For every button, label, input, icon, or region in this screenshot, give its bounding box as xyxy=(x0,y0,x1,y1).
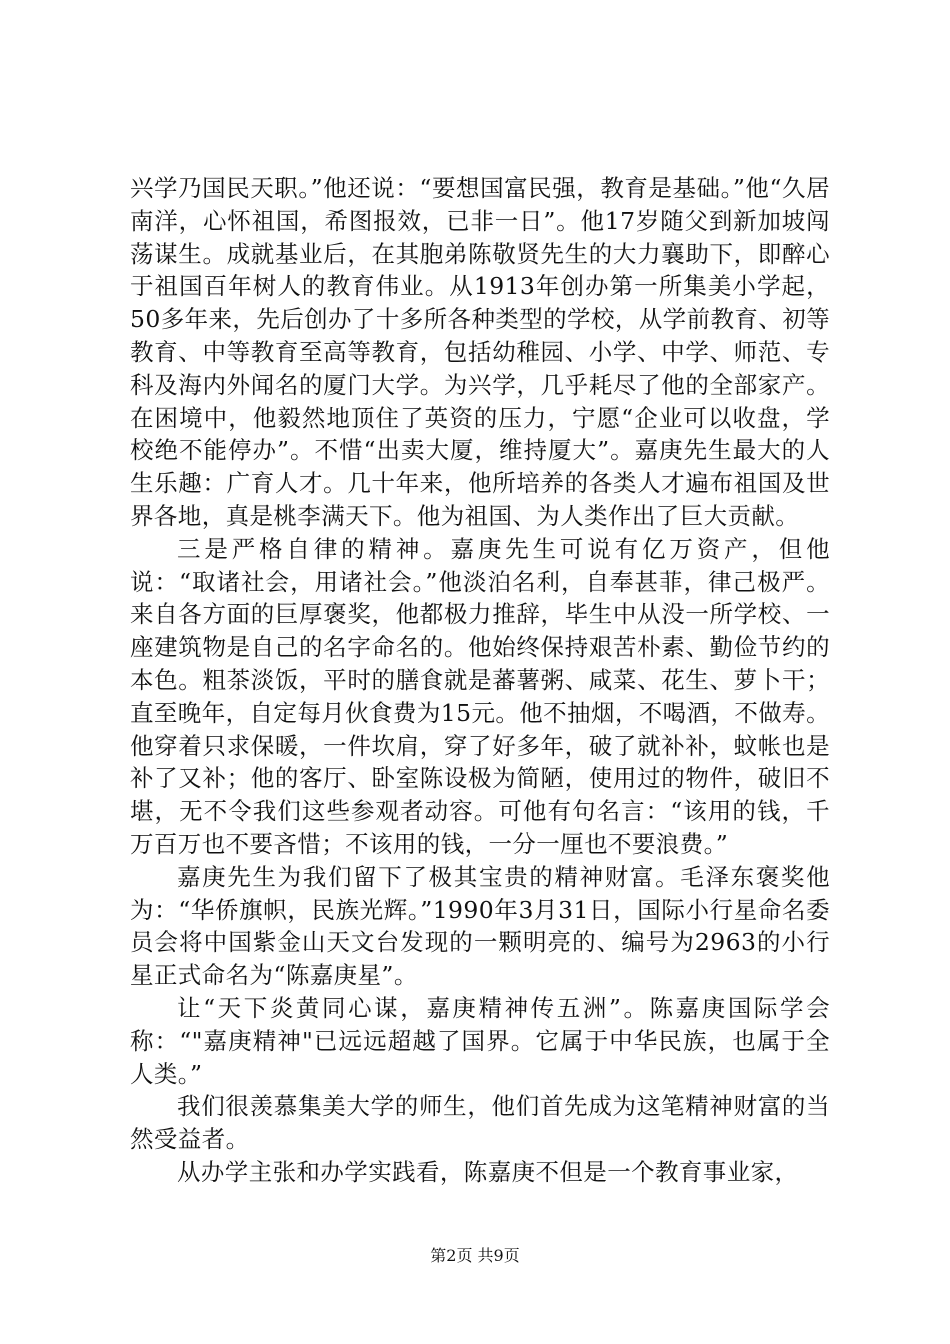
page-footer: 第2页 共9页 xyxy=(430,1246,520,1265)
paragraph-6: 从办学主张和办学实践看，陈嘉庚不但是一个教育事业家， xyxy=(177,1157,799,1186)
paragraph-3: 嘉庚先生为我们留下了极其宝贵的精神财富。毛泽东褒奖他为：“华侨旗帜，民族光辉。”1990年3月31日，国际小行星命名委员会将中国紫金山天文台发现的一颗明亮的、编号为2963的小行星正式命名为“陈嘉庚星”。 xyxy=(130,862,830,990)
paragraph-4: 让“天下炎黄同心谋，嘉庚精神传五洲”。陈嘉庚国际学会称：“"嘉庚精神"已远远超越了国界。它属于中华民族，也属于全人类。” xyxy=(130,993,830,1088)
paragraph-1: 兴学乃国民天职。”他还说：“要想国富民强，教育是基础。”他“久居南洋，心怀祖国，希图报效，已非一日”。他17岁随父到新加坡闯荡谋生。成就基业后，在其胞弟陈敬贤先生的大力襄助下，即醉心于祖国百年树人的教育伟业。从1913年创办第一所集美小学起，50多年来，先后创办了十多所各种类型的学校，从学前教育、初等教育、中等教育至高等教育，包括幼稚园、小学、中学、师范、专科及海内外闻名的厦门大学。为兴学，几乎耗尽了他的全部家产。在困境中，他毅然地顶住了英资的压力，宁愿“企业可以收盘，学校绝不能停办”。不惜“出卖大厦，维持厦大”。嘉庚先生最大的人生乐趣：广育人才。几十年来，他所培养的各类人才遍布祖国及世界各地，真是桃李满天下。他为祖国、为人类作出了巨大贡献。 xyxy=(130,174,830,530)
paragraph-5: 我们很羡慕集美大学的师生，他们首先成为这笔精神财富的当然受益者。 xyxy=(130,1092,830,1154)
paragraph-2: 三是严格自律的精神。嘉庚先生可说有亿万资产，但他说：“取诸社会，用诸社会。”他淡泊名利，自奉甚菲，律己极严。来自各方面的巨厚褒奖，他都极力推辞，毕生中从没一所学校、一座建筑物是自己的名字命名的。他始终保持艰苦朴素、勤俭节约的本色。粗茶淡饭，平时的膳食就是蕃薯粥、咸菜、花生、萝卜干；直至晚年，自定每月伙食费为15元。他不抽烟，不喝酒，不做寿。他穿着只求保暖，一件坎肩，穿了好多年，破了就补补，蚊帐也是补了又补；他的客厅、卧室陈设极为简陋，使用过的物件，破旧不堪，无不令我们这些参观者动容。可他有句名言：“该用的钱，千万百万也不要吝惜；不该用的钱，一分一厘也不要浪费。” xyxy=(130,534,830,858)
body-text xyxy=(130,172,830,1189)
